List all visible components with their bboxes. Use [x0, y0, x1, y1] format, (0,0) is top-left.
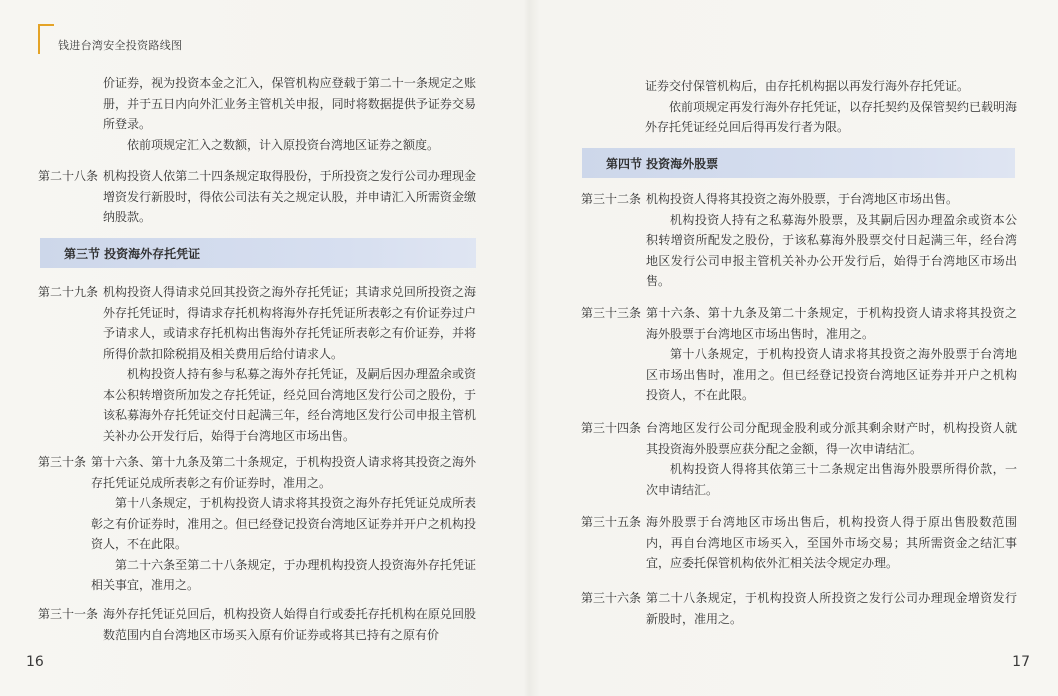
paragraph: 依前项规定再发行海外存托凭证，以存托契约及保管契约已载明海外存托凭证经兑回后得再发行者为限。 — [645, 99, 1018, 134]
article-label: 第三十一条 — [38, 607, 99, 621]
right-page — [529, 0, 1058, 696]
paragraph: 第十六条、第十九条及第二十条规定，于机构投资人请求将其投资之海外股票于台湾地区市场出售时，准用之。 — [646, 306, 1017, 341]
paragraph: 海外股票于台湾地区市场出售后，机构投资人得于原出售股数范围内，再自台湾地区市场买入，至国外市场交易；其所需资金之结汇事宜，应委托保管机构依外汇相关法令规定办理。 — [646, 515, 1017, 570]
article-body — [103, 282, 476, 446]
paragraph: 台湾地区发行公司分配现金股利或分派其剩余财产时，机构投资人就其投资海外股票应获分配之金额，得一次申请结汇。 — [646, 421, 1017, 456]
article-body — [103, 166, 476, 228]
section-title: 第三节 投资海外存托凭证 — [64, 246, 201, 261]
article-label: 第三十四条 — [581, 421, 642, 435]
article-body — [646, 303, 1017, 406]
article-body — [91, 452, 476, 596]
paragraph: 机构投资人得将其投资之海外股票，于台湾地区市场出售。 — [646, 192, 959, 206]
paragraph: 证券交付保管机构后，由存托机构据以再发行海外存托凭证。 — [645, 79, 970, 93]
article-29 — [38, 282, 476, 446]
article-35 — [581, 512, 1017, 574]
continuation-text — [645, 76, 1017, 138]
paragraph: 依前项规定汇入之数额，计入原投资台湾地区证券之额度。 — [127, 137, 440, 152]
running-header-title: 钱进台湾安全投资路线图 — [58, 39, 183, 52]
paragraph: 第二十六条至第二十八条规定，于办理机构投资人投资海外存托凭证相关事宜，准用之。 — [91, 557, 476, 592]
paragraph: 海外存托凭证兑回后，机构投资人始得自行或委托存托机构在原兑回股数范围内自台湾地区市场买入原有价证券或将其已持有之原有价 — [103, 607, 476, 642]
paragraph: 价证券，视为投资本金之汇入，保管机构应登载于第二十一条规定之账册，并于五日内向外汇业务主管机关申报，同时将数据提供予证券交易所登录。 — [103, 76, 476, 131]
article-label: 第三十条 — [38, 455, 87, 469]
paragraph: 机构投资人得将其依第三十二条规定出售海外股票所得价款，一次申请结汇。 — [646, 462, 1017, 497]
paragraph: 第十八条规定，于机构投资人请求将其投资之海外存托凭证兑成所表彰之有价证券时，准用之。但已经登记投资台湾地区证券并开户之机构投资人，不在此限。 — [91, 496, 476, 551]
page-number: 17 — [1012, 654, 1030, 670]
article-body — [646, 418, 1017, 500]
article-label: 第三十二条 — [581, 192, 642, 206]
article-31 — [38, 604, 476, 645]
article-label: 第三十六条 — [581, 591, 642, 605]
article-body — [646, 588, 1017, 629]
article-body — [103, 604, 476, 645]
header-corner-mark — [38, 24, 54, 54]
paragraph: 第十八条规定，于机构投资人请求将其投资之海外股票于台湾地区市场出售时，准用之。但已经登记投资台湾地区证券并开户之机构投资人，不在此限。 — [646, 347, 1017, 402]
section-heading-4 — [582, 148, 1015, 178]
paragraph: 机构投资人持有参与私募之海外存托凭证，及嗣后因办理盈余或资本公积转增资所加发之存托凭证，经兑回台湾地区发行公司之股份，于该私募海外存托凭证交付日起满三年，经台湾地区发行公司申报主管机关补办公开发行后，始得于台湾地区市场出售。 — [103, 367, 476, 443]
article-30 — [38, 452, 476, 596]
paragraph: 第十六条、第十九条及第二十条规定，于机构投资人请求将其投资之海外存托凭证兑成所表彰之有价证券时，准用之。 — [91, 455, 476, 490]
article-34 — [581, 418, 1017, 500]
article-label: 第三十三条 — [581, 306, 642, 320]
paragraph: 机构投资人依第二十四条规定取得股份，于所投资之发行公司办理现金增资发行新股时，得依公司法有关之规定认股，并申请汇入所需资金缴纳股款。 — [103, 169, 476, 224]
paragraph: 机构投资人得请求兑回其投资之海外存托凭证；其请求兑回所投资之海外存托凭证时，得请求存托机构将海外存托凭证所表彰之有价证券过户予请求人，或请求存托机构出售海外存托凭证所表彰之有价证券，并将所得价款扣除税捐及相关费用后给付请求人。 — [103, 285, 476, 361]
article-28 — [38, 166, 476, 228]
article-32 — [581, 189, 1017, 292]
page-number: 16 — [26, 654, 44, 670]
paragraph: 第二十八条规定，于机构投资人所投资之发行公司办理现金增资发行新股时，准用之。 — [646, 591, 1017, 626]
paragraph: 机构投资人持有之私募海外股票，及其嗣后因办理盈余或资本公积转增资所配发之股份，于该私募海外股票交付日起满三年，经台湾地区发行公司申报主管机关补办公开发行后，始得于台湾地区市场出售。 — [646, 212, 1017, 288]
article-body — [646, 512, 1017, 574]
article-body — [646, 189, 1017, 292]
article-33 — [581, 303, 1017, 406]
article-label: 第二十九条 — [38, 285, 99, 299]
continuation-text — [103, 73, 476, 155]
section-heading-3 — [40, 238, 476, 268]
section-title: 第四节 投资海外股票 — [606, 156, 719, 171]
article-label: 第三十五条 — [581, 515, 642, 529]
article-label: 第二十八条 — [38, 169, 99, 183]
article-36 — [581, 588, 1017, 629]
